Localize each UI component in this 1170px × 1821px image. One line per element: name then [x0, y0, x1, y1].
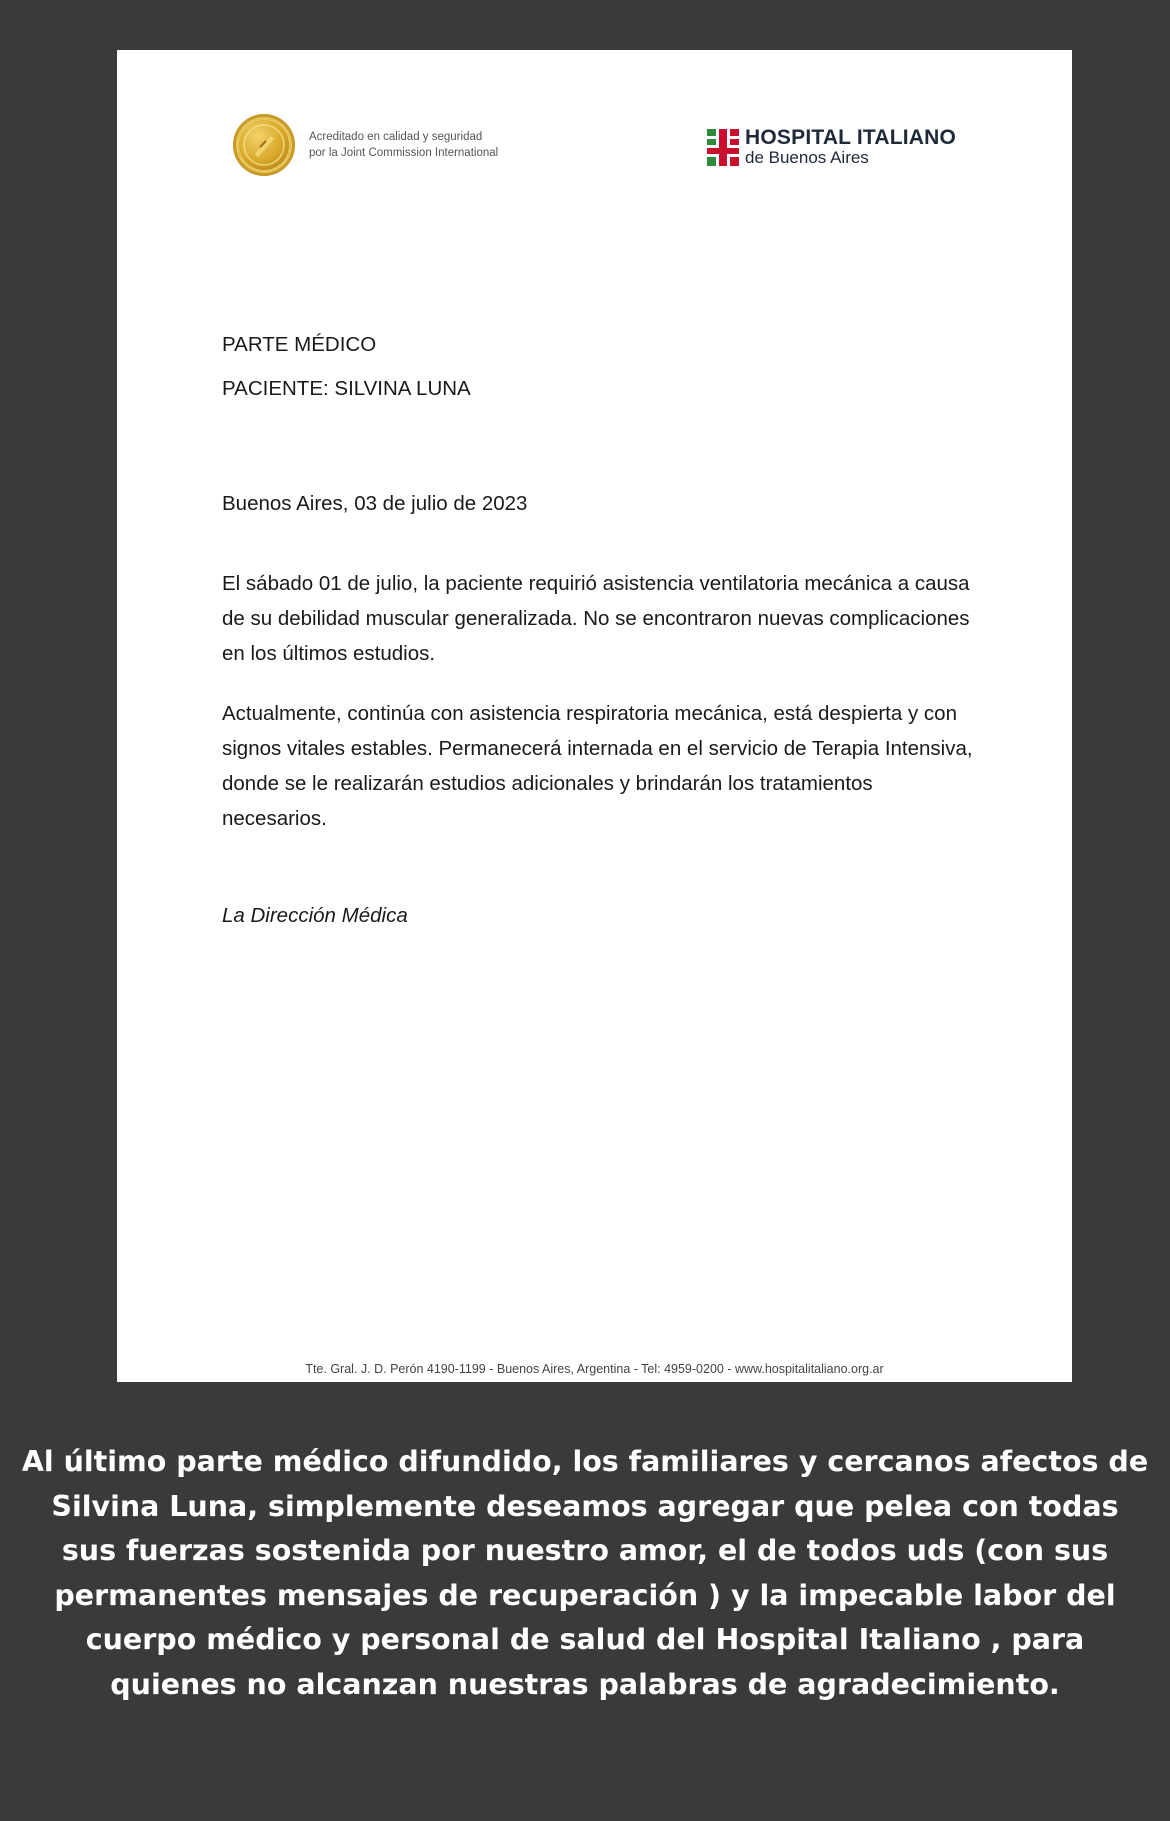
signature: La Dirección Médica	[222, 904, 408, 927]
patient-line: PACIENTE: SILVINA LUNA	[222, 377, 471, 400]
document-heading: PARTE MÉDICO	[222, 333, 377, 356]
accreditation-line-1: Acreditado en calidad y seguridad	[309, 131, 483, 143]
hospital-name: HOSPITAL ITALIANO	[745, 126, 957, 149]
paragraph-1: El sábado 01 de julio, la paciente requirió asistencia ventilatoria mecánica a causa de su debilidad muscular generalizada. No se encontraron nuevas complicaciones en los últimos estudios.	[222, 572, 970, 665]
jci-gold-seal-icon	[233, 114, 295, 176]
hospital-subtitle: de Buenos Aires	[745, 148, 869, 167]
hospital-logo	[707, 126, 987, 170]
paragraph-2: Actualmente, continúa con asistencia respiratoria mecánica, está despierta y con signos vitales estables. Permanecerá internada en el servicio de Terapia Intensiva, donde se le realizarán estudios adicionales y brindarán los tratamientos necesarios.	[222, 702, 973, 830]
caption-text: Al último parte médico difundido, los familiares y cercanos afectos de Silvina Luna, simplemente deseamos agregar que pelea con todas sus fuerzas sostenida por nuestro amor, el de todos uds (con sus permanentes mensajes de recuperación ) y la impecable labor del cuerpo médico y personal de salud del Hospital Italiano , para quienes no alcanzan nuestras palabras de agradecimiento.	[21, 1445, 1149, 1701]
accreditation-line-2: por la Joint Commission International	[309, 147, 499, 159]
medical-report-document	[117, 50, 1072, 1382]
document-date: Buenos Aires, 03 de julio de 2023	[222, 492, 528, 515]
document-footer-address: Tte. Gral. J. D. Perón 4190-1199 - Buenos Aires, Argentina - Tel: 4959-0200 - www.hospitalitaliano.org.ar	[305, 1362, 884, 1376]
hospital-cross-icon	[707, 129, 739, 166]
accreditation-text	[309, 129, 539, 161]
